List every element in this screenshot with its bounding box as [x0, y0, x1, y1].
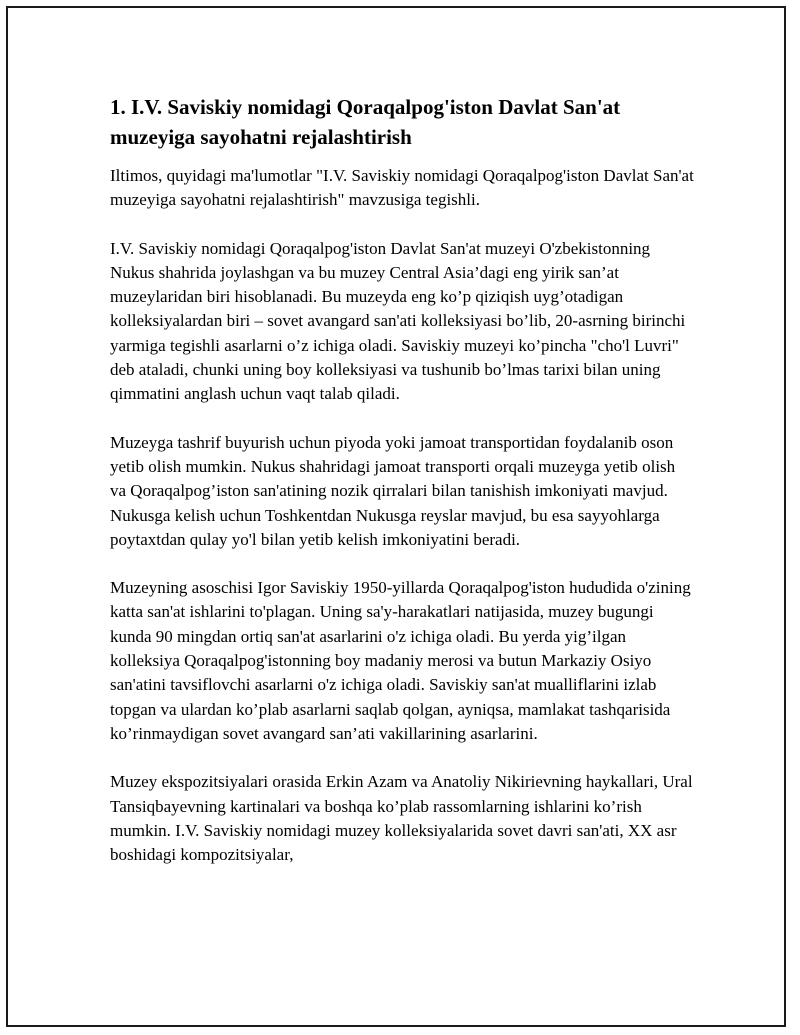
paragraph-museum-overview: I.V. Saviskiy nomidagi Qoraqalpog'iston Davlat San'at muzeyi O'zbekistonning Nukus shahrida joylashgan va bu muzey Central Asia’dagi eng yirik san’at muzeylaridan biri hisoblanadi. Bu muzeyda eng ko’p qiziqish uyg’otadigan kolleksiyalardan biri – sovet avangard san'ati kolleksiyasi bo’lib, 20-asrning birinchi yarmiga tegishli asarlarni o’z ichiga oladi. Saviskiy muzeyi ko’pincha "cho'l Luvri" deb ataladi, chunki uning boy kolleksiyasi va tushunib bo’lmas tarixi bilan uning qimmatini anglash uchun vaqt talab qiladi.: [110, 238, 686, 404]
paragraph-intro: Iltimos, quyidagi ma'lumotlar "I.V. Saviskiy nomidagi Qoraqalpog'iston Davlat San'at muzeyiga sayohatni rejalashtirish" mavzusiga tegishli.: [110, 166, 694, 210]
paragraph-founder-history: Muzeyning asoschisi Igor Saviskiy 1950-yillarda Qoraqalpog'iston hududida o'zining katta san'at ishlarini to'plagan. Uning sa'y-harakatlari natijasida, muzey bugungi kunda 90 mingdan ortiq san'at asarlarini o'z ichiga oladi. Bu yerda yig’ilgan kolleksiya Qoraqalpog'istonning boy madaniy merosi va butun Markaziy Osiyo san'atini tavsiflovchi asarlarni o'z ichiga oladi. Saviskiy san'at mualliflarini izlab topgan va ulardan ko’plab asarlarni saqlab qolgan, ayniqsa, mamlakat tashqarisida ko’rinmaydigan sovet avangard san’ati vakillarining asarlarini.: [110, 578, 691, 743]
paragraph-transport: Muzeyga tashrif buyurish uchun piyoda yoki jamoat transportidan foydalanib oson yetib olish mumkin. Nukus shahridagi jamoat transporti orqali muzeyga yetib olish va Qoraqalpog’iston san'atining nozik qirralari bilan tanishish imkoniyati mavjud. Nukusga kelish uchun Toshkentdan Nukusga reyslar mavjud, bu esa sayyohlarga poytaxtdan qulay yo'l bilan yetib kelish imkoniyatini beradi.: [110, 432, 676, 549]
document-title: 1. I.V. Saviskiy nomidagi Qoraqalpog'iston Davlat San'at muzeyiga sayohatni rejalashtirish: [110, 95, 621, 149]
document-body: [110, 92, 695, 891]
paragraph-exhibitions: Muzey ekspozitsiyalari orasida Erkin Azam va Anatoliy Nikirievning haykallari, Ural Tansiqbayevning kartinalari va boshqa ko’plab rassomlarning ishlarini ko’rish mumkin. I.V. Saviskiy nomidagi muzey kolleksiyalarida sovet davri san'ati, XX asr boshidagi kompozitsiyalar,: [110, 772, 693, 865]
